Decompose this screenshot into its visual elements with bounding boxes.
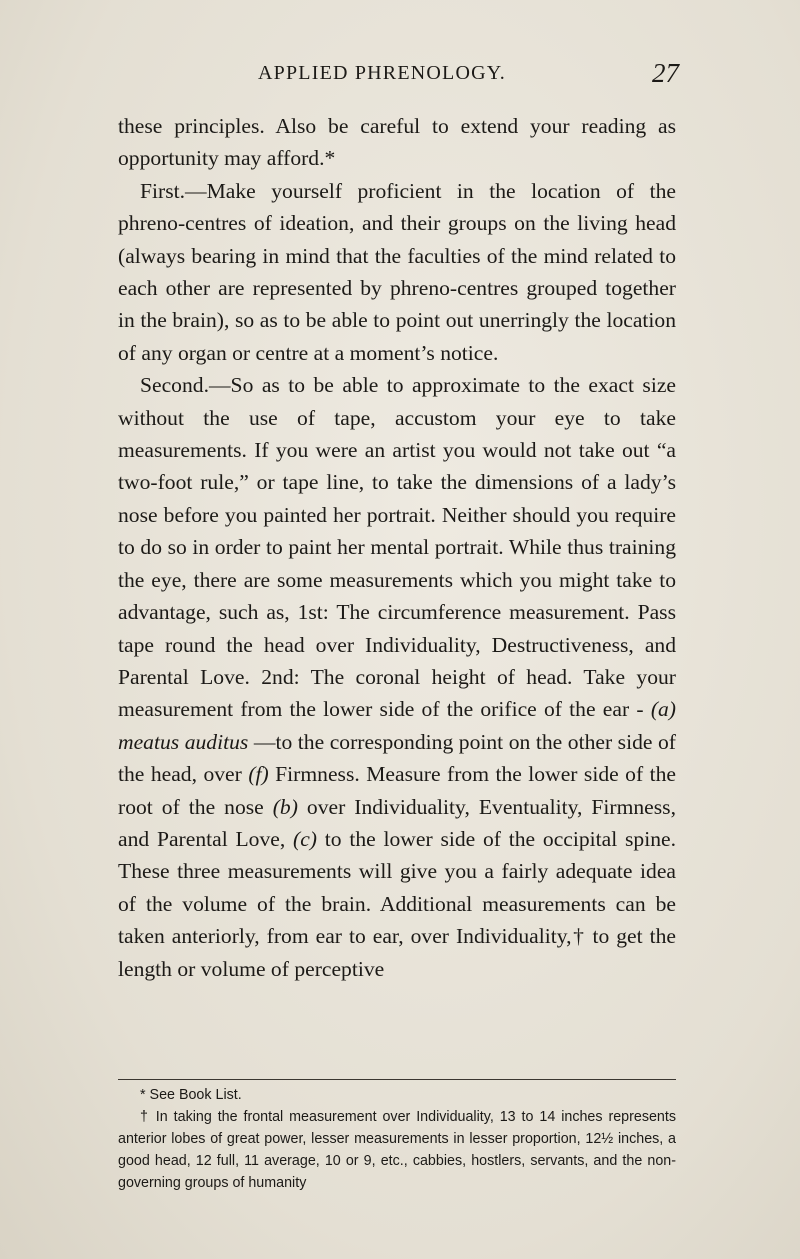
footnote-2: † In taking the frontal measurement over Individuality, 13 to 14 inches represents anterior lobes of great power, lesser measurements in lesser proportion, 12½ inches, a good head, 12 full, 11 average, 10 or 9, etc., cabbies, hostlers, servants, and the non-governing groups of humanity: [118, 1109, 676, 1191]
paragraph-second-text-2: —to the corresponding point on the other side of the head, over: [118, 729, 676, 787]
paragraph-second-text: Second.—So as to be able to approximate to the exact size without the use of tape, accustom your eye to take measurements. If you were an artist you would not take out “a two-foot rule,” or tape line, to take the dimensions of a lady’s nose before you painted her portrait. Neither should you require to do so in order to paint her mental portrait. While thus training the eye, there are some measurements which you might take to advantage, such as, 1st: The circumference measurement. Pass tape round the head over Individuality, Destructiveness, and Parental Love. 2nd: The coronal height of head. Take your measurement from the lower side of the orifice of the ear: [118, 373, 676, 722]
page-header: [0, 58, 800, 102]
footnote-1: * See Book List.: [140, 1087, 242, 1103]
paragraph-continuation: these principles. Also be careful to extend your reading as opportunity may afford.*: [118, 114, 676, 171]
body-text: [118, 110, 676, 985]
ref-b: (b): [272, 794, 298, 819]
latin-term: meatus auditus: [118, 729, 249, 754]
footnote-rule: [118, 1079, 676, 1080]
paragraph-first: First.—Make yourself proficient in the location of the phreno-centres of ideation, and their groups on the living head (always bearing in mind that the faculties of the mind related to each other are represented by phreno-centres grouped together in the brain), so as to be able to point out unerringly the location of any organ or centre at a moment’s notice.: [118, 178, 676, 365]
paragraph-second-text-4: over Individuality, Eventuality, Firmness, and Parental Love,: [118, 794, 676, 851]
paragraph-second-text-5: to the lower side of the occipital spine. These three measurements will give you a fairly adequate idea of the volume of the brain. Additional measurements can be taken anteriorly, from ear to ear, over Individuality,† to get the length or volume of perceptive: [118, 826, 677, 981]
ref-f: (f): [248, 762, 269, 787]
page-number: 27: [652, 58, 679, 88]
paragraph-second: Second.—So as to be able to approximate to the exact size without the use of tape, accustom your eye to take measurements. If you were an artist you would not take out “a two-foot rule,” or tape line, to take the dimensions of a lady’s nose before you painted her portrait. Neither should you require to do so in order to paint her mental portrait. While thus training the eye, there are some measurements which you might take to advantage, such as, 1st: The circumference measurement. Pass tape round the head over Individuality, Destructiveness, and Parental Love. 2nd: The coronal height of head. Take your measurement from the lower side of the orifice of the ear - (a) meatus auditus —to the corresponding point on the other side of the head, over (f) Firmness. Measure from the lower side of the root of the nose (b) over Individuality, Eventuality, Firmness, and Parental Love, (c) to the lower side of the occipital spine. These three measurements will give you a fairly adequate idea of the volume of the brain. Additional measurements can be taken anteriorly, from ear to ear, over Individuality,† to get the length or volume of perceptive: [118, 373, 677, 981]
ref-c: (c): [293, 826, 317, 851]
paragraph-second-text-3: Firmness. Measure from the lower side of the root of the nose: [118, 762, 676, 819]
ref-a: (a): [650, 697, 676, 722]
footnotes: [118, 1084, 676, 1194]
running-head: APPLIED PHRENOLOGY.: [258, 62, 507, 84]
